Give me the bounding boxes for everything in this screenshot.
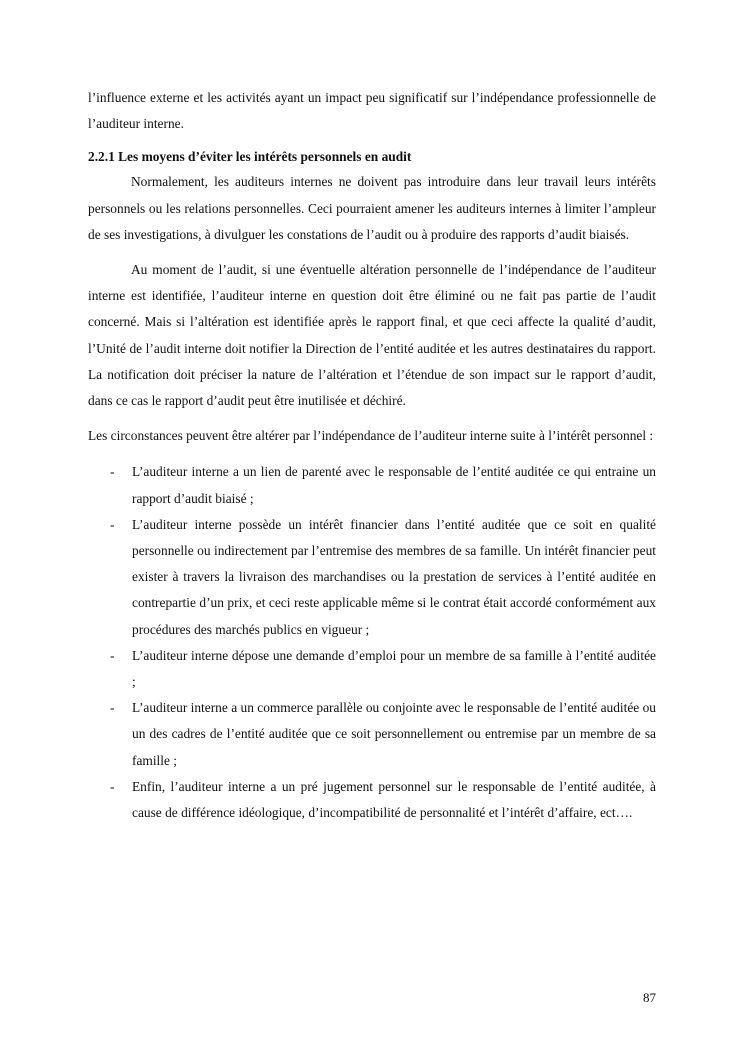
paragraph-alteration: Au moment de l’audit, si une éventuelle altération personnelle de l’indépendance de l’auditeur interne est identifiée, l’auditeur interne en question doit être éliminé ou ne fait pas partie de l’audit concerné. Mais si l’altération est identifiée après le rapport final, et que ceci affecte la qualité d’audit, l’Unité de l’audit interne doit notifier la Direction de l’entité auditée et les autres destinataires du rapport. La notification doit préciser la nature de l’altération et l’étendue de son impact sur le rapport d’audit, dans ce cas le rapport d’audit peut être inutilisée et déchiré.	[88, 262, 656, 409]
section-heading: 2.2.1 Les moyens d’éviter les intérêts personnels en audit	[88, 149, 412, 165]
list-item	[88, 459, 656, 511]
list-item-text: L’auditeur interne possède un intérêt financier dans l’entité auditée que ce soit en qualité personnelle ou indirectement par l’entremise des membres de sa famille. Un intérêt financier peut exister à travers la livraison des marchandises ou la prestation de services à l’entité auditée en contrepartie d’un prix, et ceci reste applicable même si le contrat était accordé conformément aux procédures des marchés publics en vigueur ;	[132, 516, 656, 637]
paragraph-personal-interests: Normalement, les auditeurs internes ne doivent pas introduire dans leur travail leurs intérêts personnels ou les relations personnelles. Ceci pourraient amener les auditeurs internes à limiter l’ampleur de ses investigations, à divulguer les constations de l’audit ou à produire des rapports d’audit biaisés.	[88, 174, 656, 242]
paragraph-circumstances: Les circonstances peuvent être altérer par l’indépendance de l’auditeur interne suite à l’intérêt personnel :	[88, 428, 654, 444]
bullet-dash: -	[110, 464, 115, 480]
bullet-dash: -	[110, 778, 115, 794]
page-body	[88, 85, 656, 826]
bullet-dash: -	[110, 516, 115, 532]
circumstances-list	[88, 459, 656, 826]
list-item-text: L’auditeur interne a un commerce parallèle ou conjointe avec le responsable de l’entité auditée ou un des cadres de l’entité auditée que ce soit personnellement ou entremise par un membre de sa famille ;	[132, 700, 656, 768]
list-item-text: L’auditeur interne dépose une demande d’emploi pour un membre de sa famille à l’entité auditée ;	[132, 647, 656, 690]
bullet-dash: -	[110, 700, 115, 716]
list-item-text: Enfin, l’auditeur interne a un pré jugement personnel sur le responsable de l’entité auditée, à cause de différence idéologique, d’incompatibilité de personnalité et l’intérêt d’affaire, ect….	[132, 778, 656, 821]
continuation-paragraph: l’influence externe et les activités ayant un impact peu significatif sur l’indépendance professionnelle de l’auditeur interne.	[88, 90, 656, 132]
list-item	[88, 695, 656, 774]
bullet-dash: -	[110, 647, 115, 663]
list-item-text: L’auditeur interne a un lien de parenté avec le responsable de l’entité auditée ce qui entraine un rapport d’audit biaisé ;	[132, 464, 656, 506]
list-item	[88, 774, 656, 826]
list-item	[88, 643, 656, 695]
page-number: 87	[643, 990, 656, 1005]
list-item	[88, 512, 656, 643]
